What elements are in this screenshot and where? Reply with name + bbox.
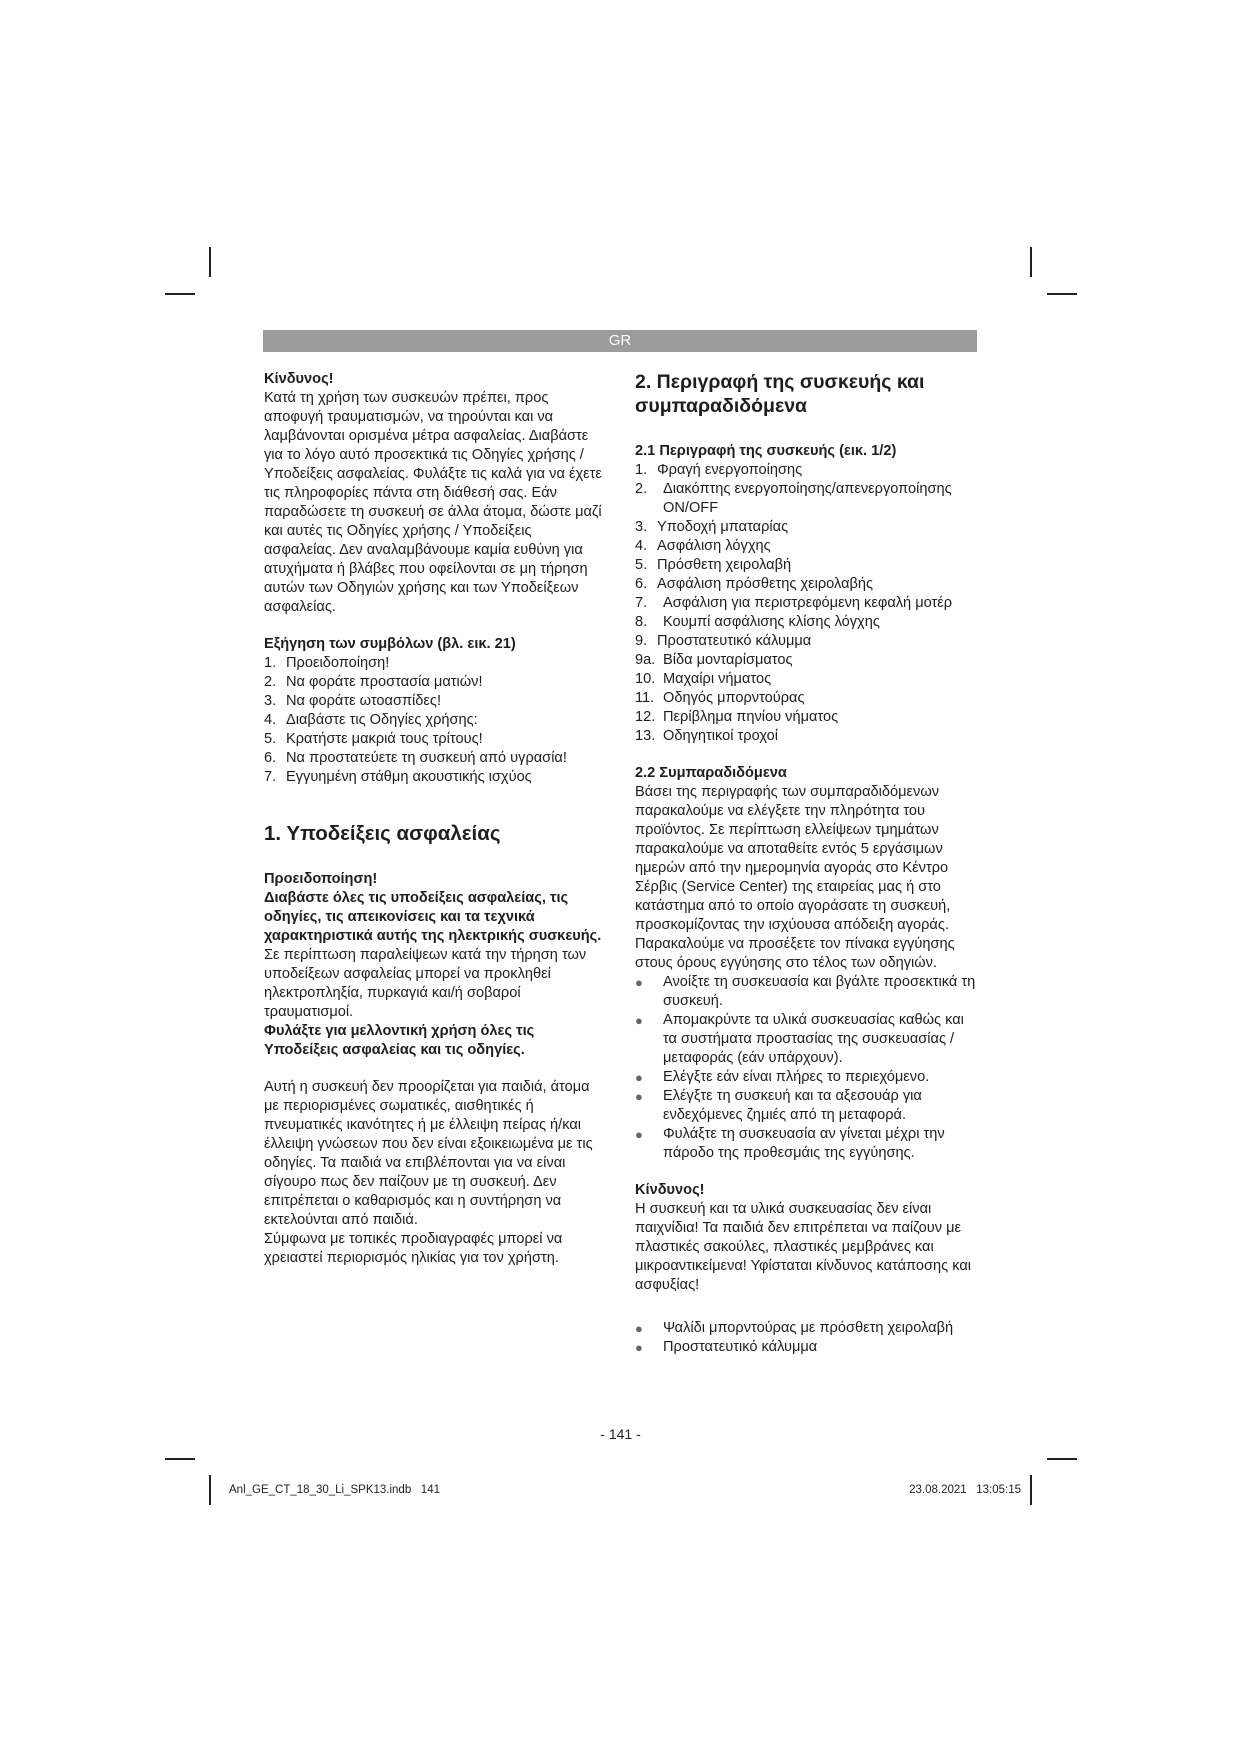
- children-paragraph: Αυτή η συσκευή δεν προορίζεται για παιδιά, άτομα με περιορισμένες σωματικές, αισθητικές ή πνευματικές ικανότητες ή με έλλειψη πείρας ή/και έλλειψη γνώσεων που δεν είναι εξοικειωμένα με τις οδηγίες. Τα παιδιά να επιβλέπονται για να είναι σίγουρο πως δεν παίζουν με τη συσκευή. Δεν επιτρέπεται ο καθαρισμός και η συντήρηση να εκτελούνται από παιδιά.: [264, 1079, 593, 1228]
- list-item: 7. Ασφάλιση για περιστρεφόμενη κεφαλή μοτέρ: [635, 595, 953, 611]
- bullet-icon: ●: [635, 1013, 643, 1028]
- list-item: 2. Διακόπτης ενεργοποίησης/απενεργοποίησης ON/OFF: [635, 481, 952, 516]
- list-item: 7. Εγγυημένη στάθμη ακουστικής ισχύος: [264, 769, 532, 785]
- warning-heading: Προειδοποίηση!: [264, 871, 378, 887]
- list-item: 2. Να φοράτε προστασία ματιών!: [264, 674, 483, 690]
- bullet-icon: ●: [635, 975, 643, 990]
- page-number: - 141 -: [600, 1426, 641, 1442]
- crop-mark: [1030, 1475, 1032, 1505]
- list-item: ● Ψαλίδι μπορντούρας με πρόσθετη χειρολαβή: [635, 1320, 954, 1336]
- list-item: 8. Κουμπί ασφάλισης κλίσης λόγχης: [635, 614, 880, 630]
- bullet-icon: ●: [635, 1321, 643, 1336]
- warning-text: Σε περίπτωση παραλείψεων κατά την τήρηση των υποδείξεων ασφαλείας μπορεί να προκληθεί ηλεκτροπληξία, πυρκαγιά και/ή σοβαροί τραυματισμοί.: [264, 947, 587, 1020]
- list-item: 11. Οδηγός μπορντούρας: [635, 690, 805, 706]
- delivery-paragraph: Βάσει της περιγραφής των συμπαραδιδόμενων παρακαλούμε να ελέγξετε την πληρότητα του προϊόντος. Σε περίπτωση ελλείψεων τμημάτων παρακαλούμε να αποταθείτε εντός 5 εργάσιμων ημερών από την ημερομηνία αγοράς στο Κέντρο Σέρβις (Service Center) της εταιρείας μας ή στο κατάστημα από το οποίο αγοράσατε τη συσκευή, προσκομίζοντας την ισχύουσα απόδειξη αγοράς. Παρακαλούμε να προσέξετε τον πίνακα εγγύησης στους όρους εγγύησης στο τέλος των οδηγιών.: [635, 784, 955, 971]
- list-item: 9. Προστατευτικό κάλυμμα: [635, 633, 812, 649]
- crop-mark: [209, 247, 211, 277]
- crop-mark: [1047, 1458, 1077, 1460]
- left-column: [264, 370, 606, 1268]
- list-item: 4. Ασφάλιση λόγχης: [635, 538, 771, 554]
- list-item: 6. Να προστατεύετε τη συσκευή από υγρασία!: [264, 750, 567, 766]
- list-item: ● Φυλάξτε τη συσκευασία αν γίνεται μέχρι την πάροδο της προθεσμάις της εγγύησης.: [635, 1126, 945, 1161]
- list-item: ● Απομακρύντε τα υλικά συσκευασίας καθώς και τα συστήματα προστασίας της συσκευασίας / μεταφοράς (εάν υπάρχουν).: [635, 1012, 964, 1066]
- section-2-title: 2. Περιγραφή της συσκευής και συμπαραδιδόμενα: [635, 371, 925, 417]
- section-1-title: 1. Υποδείξεις ασφαλείας: [264, 822, 501, 845]
- bullet-icon: ●: [635, 1089, 643, 1104]
- danger-paragraph-2: Η συσκευή και τα υλικά συσκευασίας δεν είναι παιχνίδια! Τα παιδιά δεν επιτρέπεται να παίζουν με πλαστικές σακούλες, πλαστικές μεμβράνες και μικροαντικείμενα! Υφίσταται κίνδυνος κατάποσης και ασφυξίας!: [635, 1201, 972, 1293]
- danger-paragraph: Κατά τη χρήση των συσκευών πρέπει, προς αποφυγή τραυματισμών, να τηρούνται και να λαμβάνονται ορισμένα μέτρα ασφαλείας. Διαβάστε για το λόγο αυτό προσεκτικά τις Οδηγίες χρήσης / Υποδείξεις ασφαλείας. Φυλάξτε τις καλά για να έχετε τις πληροφορίες πάντα στη διάθεσή σας. Εάν παραδώσετε τη συσκευή σε άλλα άτομα, δώστε μαζί και αυτές τις Οδηγίες χρήσης / Υποδείξεις ασφαλείας. Δεν αναλαμβάνουμε καμία ευθύνη για ατυχήματα ή βλάβες που οφείλονται σε μη τήρηση αυτών των Οδηγιών χρήσης και των Υποδείξεων ασφαλείας.: [264, 390, 602, 615]
- included-list: [635, 1319, 977, 1357]
- list-item: ● Ελέγξτε τη συσκευή και τα αξεσουάρ για ενδεχόμενες ζημιές από τη μεταφορά.: [635, 1088, 922, 1123]
- list-item: 12. Περίβλημα πηνίου νήματος: [635, 709, 839, 725]
- parts-list: [635, 461, 977, 746]
- checklist: [635, 973, 977, 1163]
- list-item: 10. Μαχαίρι νήματος: [635, 671, 772, 687]
- subsection-2-1-title: 2.1 Περιγραφή της συσκευής (εικ. 1/2): [635, 443, 897, 459]
- list-item: 1. Φραγή ενεργοποίησης: [635, 462, 803, 478]
- right-column: [635, 370, 977, 1357]
- footer-datetime: 23.08.2021 13:05:15: [909, 1484, 1021, 1496]
- subsection-2-2-title: 2.2 Συμπαραδιδόμενα: [635, 765, 787, 781]
- list-item: ● Ανοίξτε τη συσκευασία και βγάλτε προσεκτικά τη συσκευή.: [635, 974, 976, 1009]
- language-header-bar: GR: [263, 330, 977, 352]
- crop-mark: [1030, 247, 1032, 277]
- keep-instructions-text: Φυλάξτε για μελλοντική χρήση όλες τις Υποδείξεις ασφαλείας και τις οδηγίες.: [264, 1023, 535, 1058]
- symbols-heading: Εξήγηση των συμβόλων (βλ. εικ. 21): [264, 636, 516, 652]
- list-item: 5. Πρόσθετη χειρολαβή: [635, 557, 792, 573]
- list-item: 3. Να φοράτε ωτοασπίδες!: [264, 693, 442, 709]
- warning-paragraph: [264, 889, 606, 1022]
- list-item: 5. Κρατήστε μακριά τους τρίτους!: [264, 731, 483, 747]
- crop-mark: [1047, 293, 1077, 295]
- bullet-icon: ●: [635, 1070, 643, 1085]
- footer-file-info: Anl_GE_CT_18_30_Li_SPK13.indb 141: [229, 1484, 440, 1496]
- bullet-icon: ●: [635, 1340, 643, 1355]
- list-item: 4. Διαβάστε τις Οδηγίες χρήσης:: [264, 712, 478, 728]
- danger-heading-2: Κίνδυνος!: [635, 1182, 705, 1198]
- list-item: ● Προστατευτικό κάλυμμα: [635, 1339, 818, 1355]
- list-item: 9a. Βίδα μονταρίσματος: [635, 652, 793, 668]
- crop-mark: [209, 1475, 211, 1505]
- warning-bold-text: Διαβάστε όλες τις υποδείξεις ασφαλείας, τις οδηγίες, τις απεικονίσεις και τα τεχνικά χαρακτηριστικά αυτής της ηλεκτρικής συσκευής.: [264, 890, 602, 944]
- bullet-icon: ●: [635, 1127, 643, 1142]
- crop-mark: [165, 293, 195, 295]
- symbols-list: [264, 654, 606, 787]
- list-item: 6. Ασφάλιση πρόσθετης χειρολαβής: [635, 576, 874, 592]
- list-item: 13. Οδηγητικοί τροχοί: [635, 728, 778, 744]
- danger-heading: Κίνδυνος!: [264, 371, 334, 387]
- list-item: 1. Προειδοποίηση!: [264, 655, 390, 671]
- list-item: 3. Υποδοχή μπαταρίας: [635, 519, 789, 535]
- age-paragraph: Σύμφωνα με τοπικές προδιαγραφές μπορεί να χρειαστεί περιορισμός ηλικίας για τον χρήστη.: [264, 1231, 563, 1266]
- crop-mark: [165, 1458, 195, 1460]
- list-item: ● Ελέγξτε εάν είναι πλήρες το περιεχόμενο.: [635, 1069, 930, 1085]
